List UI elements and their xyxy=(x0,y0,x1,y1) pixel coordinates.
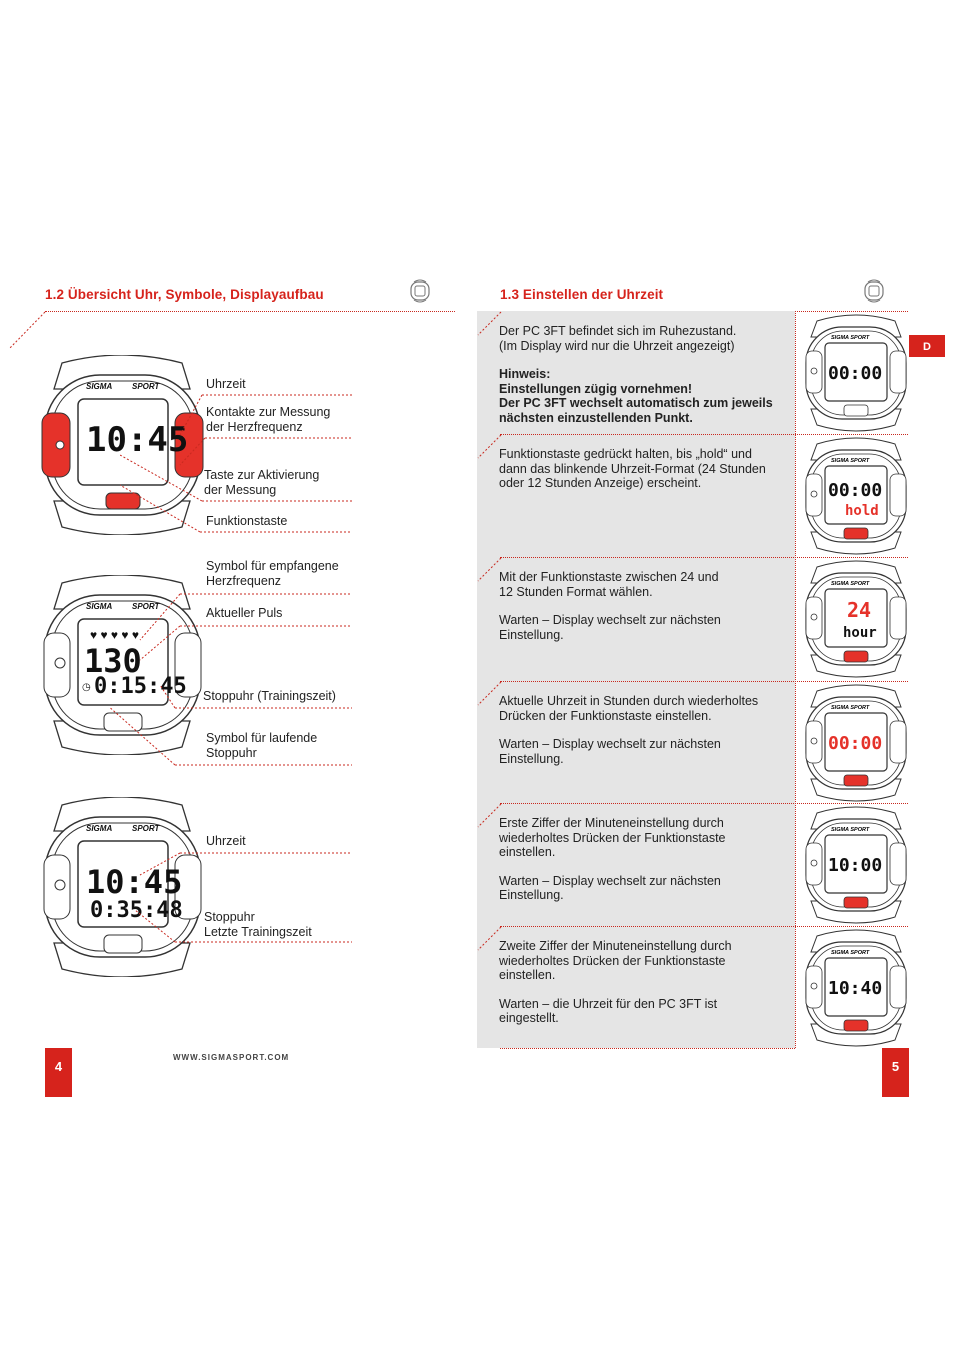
step-3-text xyxy=(499,570,789,656)
label-uhrzeit-1: Uhrzeit xyxy=(206,377,246,391)
page-number-right: 5 xyxy=(882,1048,909,1097)
watch1-time: 10:45 xyxy=(86,420,189,460)
label-funktionstaste: Funktionstaste xyxy=(206,514,288,528)
step-5-display: 10:00 xyxy=(828,855,883,876)
brand-logo: SIGMA xyxy=(86,382,113,391)
step-4-paragraph: Aktuelle Uhrzeit in Stunden durch wiederholtes Drücken der Funktionstaste einstellen. xyxy=(499,694,759,723)
step-2-watch xyxy=(803,436,909,556)
step-5-text xyxy=(499,816,789,917)
svg-text:SPORT: SPORT xyxy=(132,382,160,391)
label-symbol-herzfrequenz: Symbol für empfangene Herzfrequenz xyxy=(206,559,339,588)
watch-outline-icon-right xyxy=(862,278,886,304)
step-1-watch xyxy=(803,313,909,433)
svg-text:SIGMA SPORT: SIGMA SPORT xyxy=(831,827,870,833)
step-2-display: 00:00 xyxy=(828,480,883,501)
label-letzte-trainingszeit: Stoppuhr Letzte Trainingszeit xyxy=(204,910,312,939)
svg-text:SIGMA SPORT: SIGMA SPORT xyxy=(831,581,870,587)
watch2-pulse: 130 xyxy=(84,642,142,680)
section-title-overview: 1.2 Übersicht Uhr, Symbole, Displayaufbau xyxy=(45,287,324,302)
step-diagonal xyxy=(477,926,503,952)
step-5-paragraph: Erste Ziffer der Minuteneinstellung durch wiederholtes Drücken der Funktionstaste einstellen. xyxy=(499,816,726,859)
language-tab: D xyxy=(909,335,945,357)
step-3-paragraph: Warten – Display wechselt zur nächsten Einstellung. xyxy=(499,613,721,642)
watch-outline-icon xyxy=(408,278,432,304)
svg-text:SIGMA SPORT: SIGMA SPORT xyxy=(831,950,870,956)
svg-text:SIGMA SPORT: SIGMA SPORT xyxy=(831,705,870,711)
step-1-paragraph: Hinweis: Einstellungen zügig vornehmen! Der PC 3FT wechselt automatisch zum jeweils nächsten einzustellenden Punkt. xyxy=(499,367,773,425)
step-6-text xyxy=(499,939,789,1040)
step-6-paragraph: Warten – die Uhrzeit für den PC 3FT ist eingestellt. xyxy=(499,996,718,1025)
step-3-paragraph: Mit der Funktionstaste zwischen 24 und 12 Stunden Format wählen. xyxy=(499,570,719,599)
label-uhrzeit-3: Uhrzeit xyxy=(206,834,246,848)
step-5-watch xyxy=(803,805,909,925)
svg-text:SIGMA SPORT: SIGMA SPORT xyxy=(831,335,870,341)
section-title-uhrzeit: 1.3 Einstellen der Uhrzeit xyxy=(500,287,664,302)
svg-text:SIGMA: SIGMA xyxy=(86,602,113,611)
watch3-time: 10:45 xyxy=(86,863,183,901)
svg-text:SIGMA SPORT: SIGMA SPORT xyxy=(831,458,870,464)
stopwatch-icon: ◷ xyxy=(82,682,91,693)
step-diagonal xyxy=(477,311,503,337)
svg-text:SIGMA: SIGMA xyxy=(86,824,113,833)
step-6-paragraph: Zweite Ziffer der Minuteneinstellung durch wiederholtes Drücken der Funktionstaste einstellen. xyxy=(499,939,732,982)
label-taste: Taste zur Aktivierung der Messung xyxy=(204,468,320,497)
website-url: WWW.SIGMASPORT.COM xyxy=(173,1053,290,1062)
step-diagonal xyxy=(477,681,503,707)
step-6-watch xyxy=(803,928,909,1048)
svg-text:SPORT: SPORT xyxy=(132,602,160,611)
step-1-display: 00:00 xyxy=(828,363,883,384)
step-4-watch xyxy=(803,683,909,803)
label-aktueller-puls: Aktueller Puls xyxy=(206,606,283,620)
step-diagonal xyxy=(477,803,503,829)
label-kontakte: Kontakte zur Messung der Herzfrequenz xyxy=(206,405,331,434)
page-number-left: 4 xyxy=(45,1048,72,1097)
step-6-display: 10:40 xyxy=(828,978,883,999)
step-diagonal xyxy=(477,557,503,583)
step-4-paragraph: Warten – Display wechselt zur nächsten Einstellung. xyxy=(499,737,721,766)
step-3-display: 24 xyxy=(847,598,872,622)
step-2-paragraph: Funktionstaste gedrückt halten, bis „hold“ und dann das blinkende Uhrzeit-Format (24 Stunden oder 12 Stunden Anzeige) erscheint. xyxy=(499,447,766,490)
heart-icons: ♥ ♥ ♥ ♥ ♥ xyxy=(90,628,139,642)
step-2-subtext: hold xyxy=(845,503,879,519)
step-diagonal xyxy=(477,434,503,460)
label-laufende-stoppuhr: Symbol für laufende Stoppuhr xyxy=(206,731,318,760)
step-1-paragraph: Der PC 3FT befindet sich im Ruhezustand. (Im Display wird nur die Uhrzeit angezeigt) xyxy=(499,324,737,353)
watch2-stopwatch: 0:15:45 xyxy=(94,674,187,699)
decorative-diagonal xyxy=(8,311,48,351)
step-3-subtext: hour xyxy=(843,625,877,641)
step-5-paragraph: Warten – Display wechselt zur nächsten Einstellung. xyxy=(499,873,721,902)
watch3-stopwatch: 0:35:48 xyxy=(90,898,183,923)
svg-text:SPORT: SPORT xyxy=(132,824,160,833)
label-stoppuhr-training: Stoppuhr (Trainingszeit) xyxy=(203,689,336,703)
step-2-text xyxy=(499,447,789,505)
step-4-text xyxy=(499,694,789,780)
step-4-display: 00:00 xyxy=(828,733,883,754)
step-1-text xyxy=(499,324,789,439)
step-3-watch xyxy=(803,559,909,679)
